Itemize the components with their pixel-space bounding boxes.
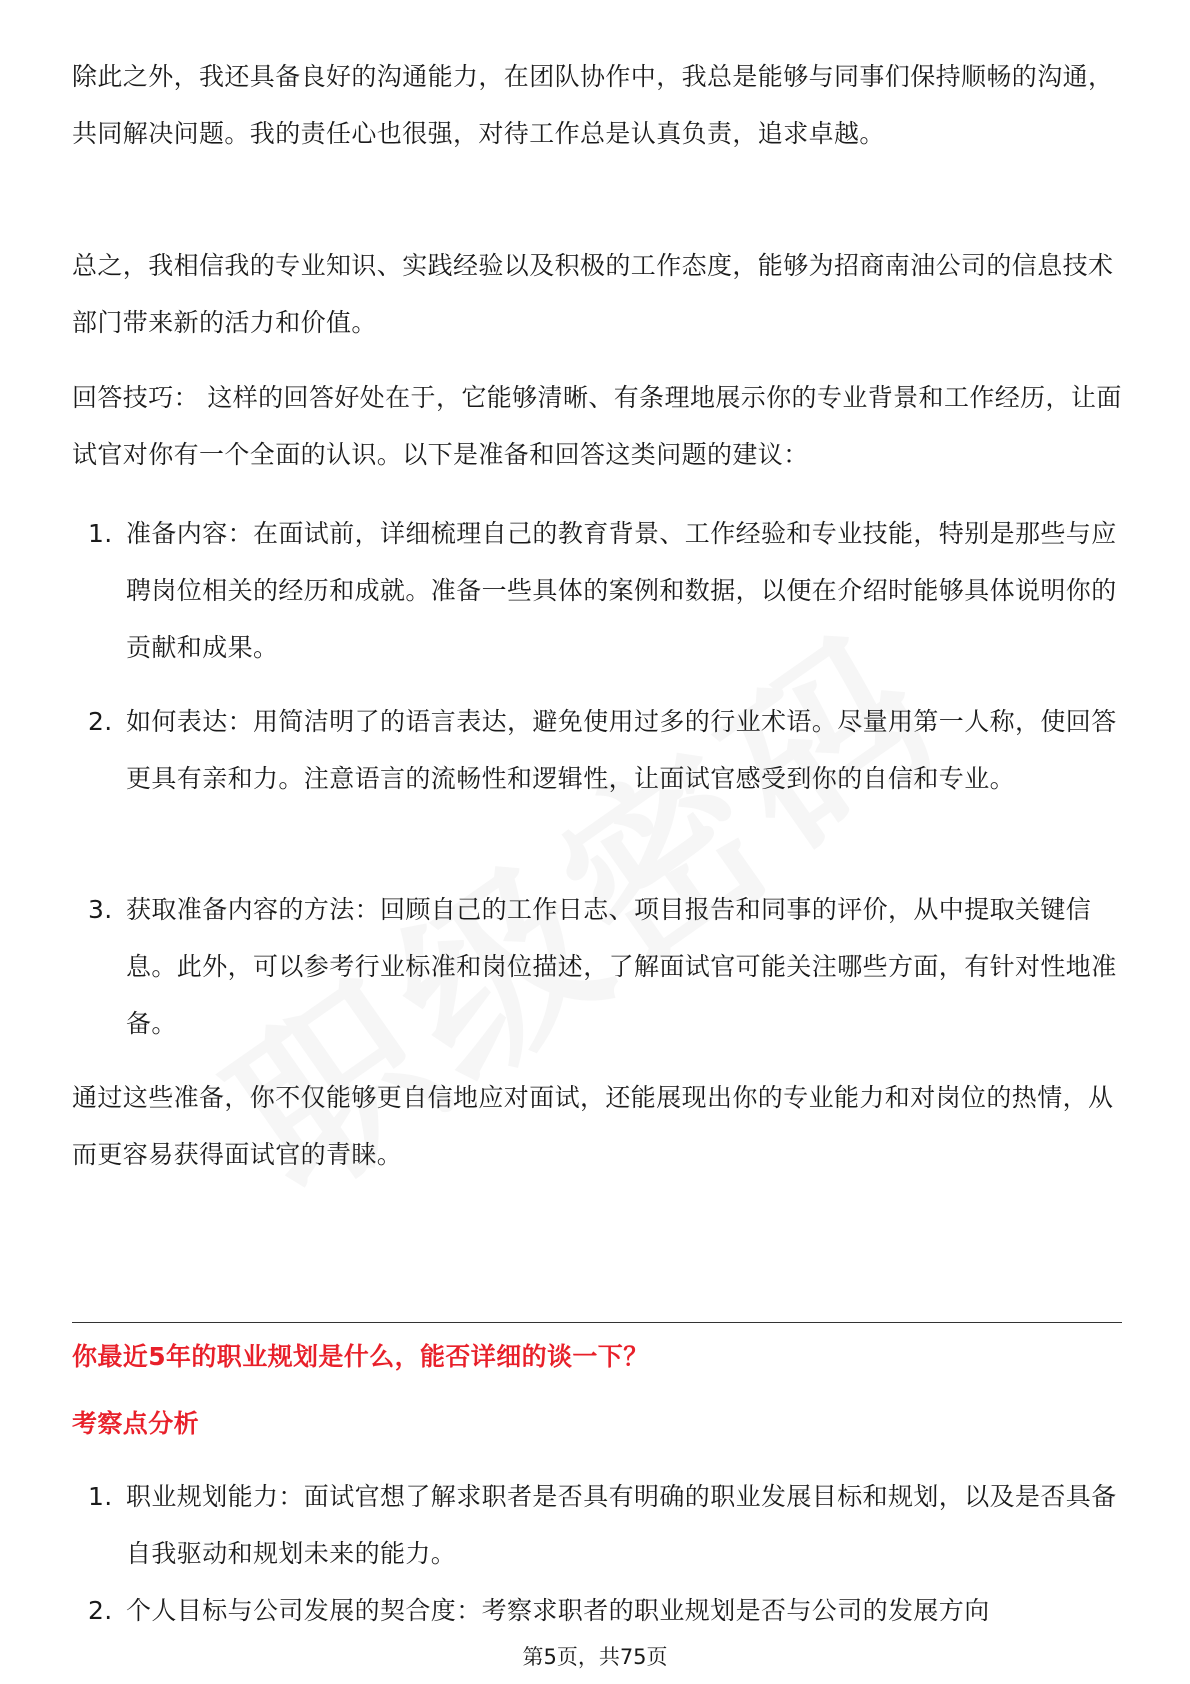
list-item bbox=[72, 505, 1122, 676]
section-divider bbox=[72, 1322, 1122, 1323]
list-number: 1. bbox=[88, 519, 113, 548]
list-text: 准备内容：在面试前，详细梳理自己的教育背景、工作经验和专业技能，特别是那些与应聘岗位相关的经历和成就。准备一些具体的案例和数据，以便在介绍时能够具体说明你的贡献和成果。 bbox=[126, 519, 1117, 662]
paragraph-conclusion: 通过这些准备，你不仅能够更自信地应对面试，还能展现出你的专业能力和对岗位的热情，从而更容易获得面试官的青睐。 bbox=[72, 1083, 1114, 1169]
list-number: 1. bbox=[88, 1482, 113, 1511]
list-item bbox=[72, 1468, 1122, 1582]
list-number: 2. bbox=[88, 707, 113, 736]
list-text: 获取准备内容的方法：回顾自己的工作日志、项目报告和同事的评价，从中提取关键信息。此外，可以参考行业标准和岗位描述，了解面试官可能关注哪些方面，有针对性地准备。 bbox=[126, 895, 1117, 1038]
list-item bbox=[72, 693, 1122, 807]
page-footer: 第5页，共75页 bbox=[522, 1645, 668, 1669]
list-text: 如何表达：用简洁明了的语言表达，避免使用过多的行业术语。尽量用第一人称，使回答更具有亲和力。注意语言的流畅性和逻辑性，让面试官感受到你的自信和专业。 bbox=[126, 707, 1117, 793]
list-number: 3. bbox=[88, 895, 113, 924]
list-number: 2. bbox=[88, 1596, 113, 1625]
list-item bbox=[72, 881, 1122, 1052]
paragraph-answer-tips: 回答技巧： 这样的回答好处在于，它能够清晰、有条理地展示你的专业背景和工作经历，让面试官对你有一个全面的认识。以下是准备和回答这类问题的建议： bbox=[72, 383, 1122, 469]
paragraph-summary: 总之，我相信我的专业知识、实践经验以及积极的工作态度，能够为招商南油公司的信息技术部门带来新的活力和价值。 bbox=[72, 251, 1114, 337]
list-text: 个人目标与公司发展的契合度：考察求职者的职业规划是否与公司的发展方向 bbox=[126, 1596, 990, 1625]
analysis-heading: 考察点分析 bbox=[72, 1409, 200, 1438]
list-item bbox=[72, 1582, 1122, 1639]
paragraph-communication: 除此之外，我还具备良好的沟通能力，在团队协作中，我总是能够与同事们保持顺畅的沟通，共同解决问题。我的责任心也很强，对待工作总是认真负责，追求卓越。 bbox=[72, 62, 1114, 148]
list-text: 职业规划能力：面试官想了解求职者是否具有明确的职业发展目标和规划，以及是否具备自我驱动和规划未来的能力。 bbox=[126, 1482, 1117, 1568]
question-heading: 你最近5年的职业规划是什么，能否详细的谈一下？ bbox=[72, 1342, 649, 1371]
